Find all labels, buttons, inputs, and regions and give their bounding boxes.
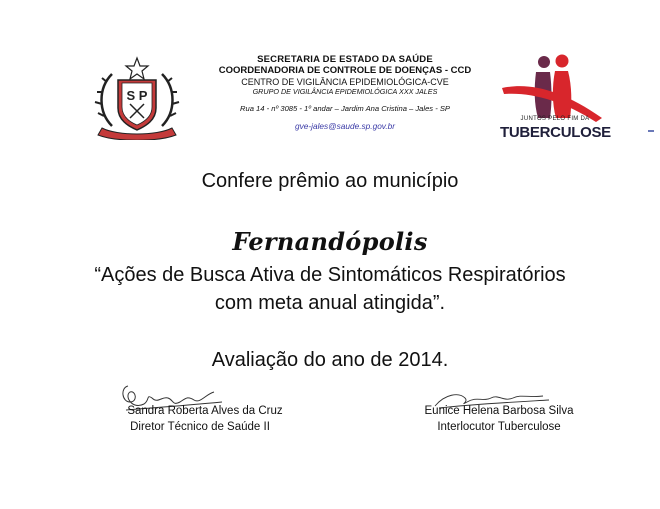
evaluation-year: Avaliação do ano de 2014. [211,349,449,371]
municipality-name: Fernandópolis [232,227,428,256]
header-line-grupo: GRUPO DE VIGILÂNCIA EPIDEMIOLÓGICA XXX JALES [252,87,438,97]
award-quote-line-1: “Ações de Busca Ativa de Sintomáticos Respiratórios [94,264,566,286]
header-address: Rua 14 - nº 3085 - 1º andar – Jardim Ana Cristina – Jales - SP [240,104,450,114]
tuberculose-logo-title: TUBERCULOSE [500,124,611,141]
sao-paulo-coat-of-arms-icon [92,56,182,140]
award-intro: Confere prêmio ao município [201,170,459,192]
header-email: gve-jales@saude.sp.gov.br [294,121,396,132]
header-line-coordenadoria: COORDENADORIA DE CONTROLE DE DOENÇAS - CCD [218,64,472,76]
margin-mark [648,130,654,132]
right-signatory-name: Eunice Helena Barbosa Silva [424,405,574,417]
header-line-cve: CENTRO DE VIGILÂNCIA EPIDEMIOLÓGICA-CVE [241,76,449,87]
header-line-secretaria: SECRETARIA DE ESTADO DA SAÚDE [257,54,433,65]
right-signatory-role: Interlocutor Tuberculose [437,421,561,433]
left-signatory-role: Diretor Técnico de Saúde II [130,421,270,433]
header-block [200,55,490,132]
award-quote-line-2: com meta anual atingida”. [214,292,446,314]
tuberculose-logo-caption: JUNTOS PELO FIM DA [520,116,590,122]
svg-text:S P: S P [126,88,148,103]
left-signatory-name: Sandra Roberta Alves da Cruz [127,405,283,417]
